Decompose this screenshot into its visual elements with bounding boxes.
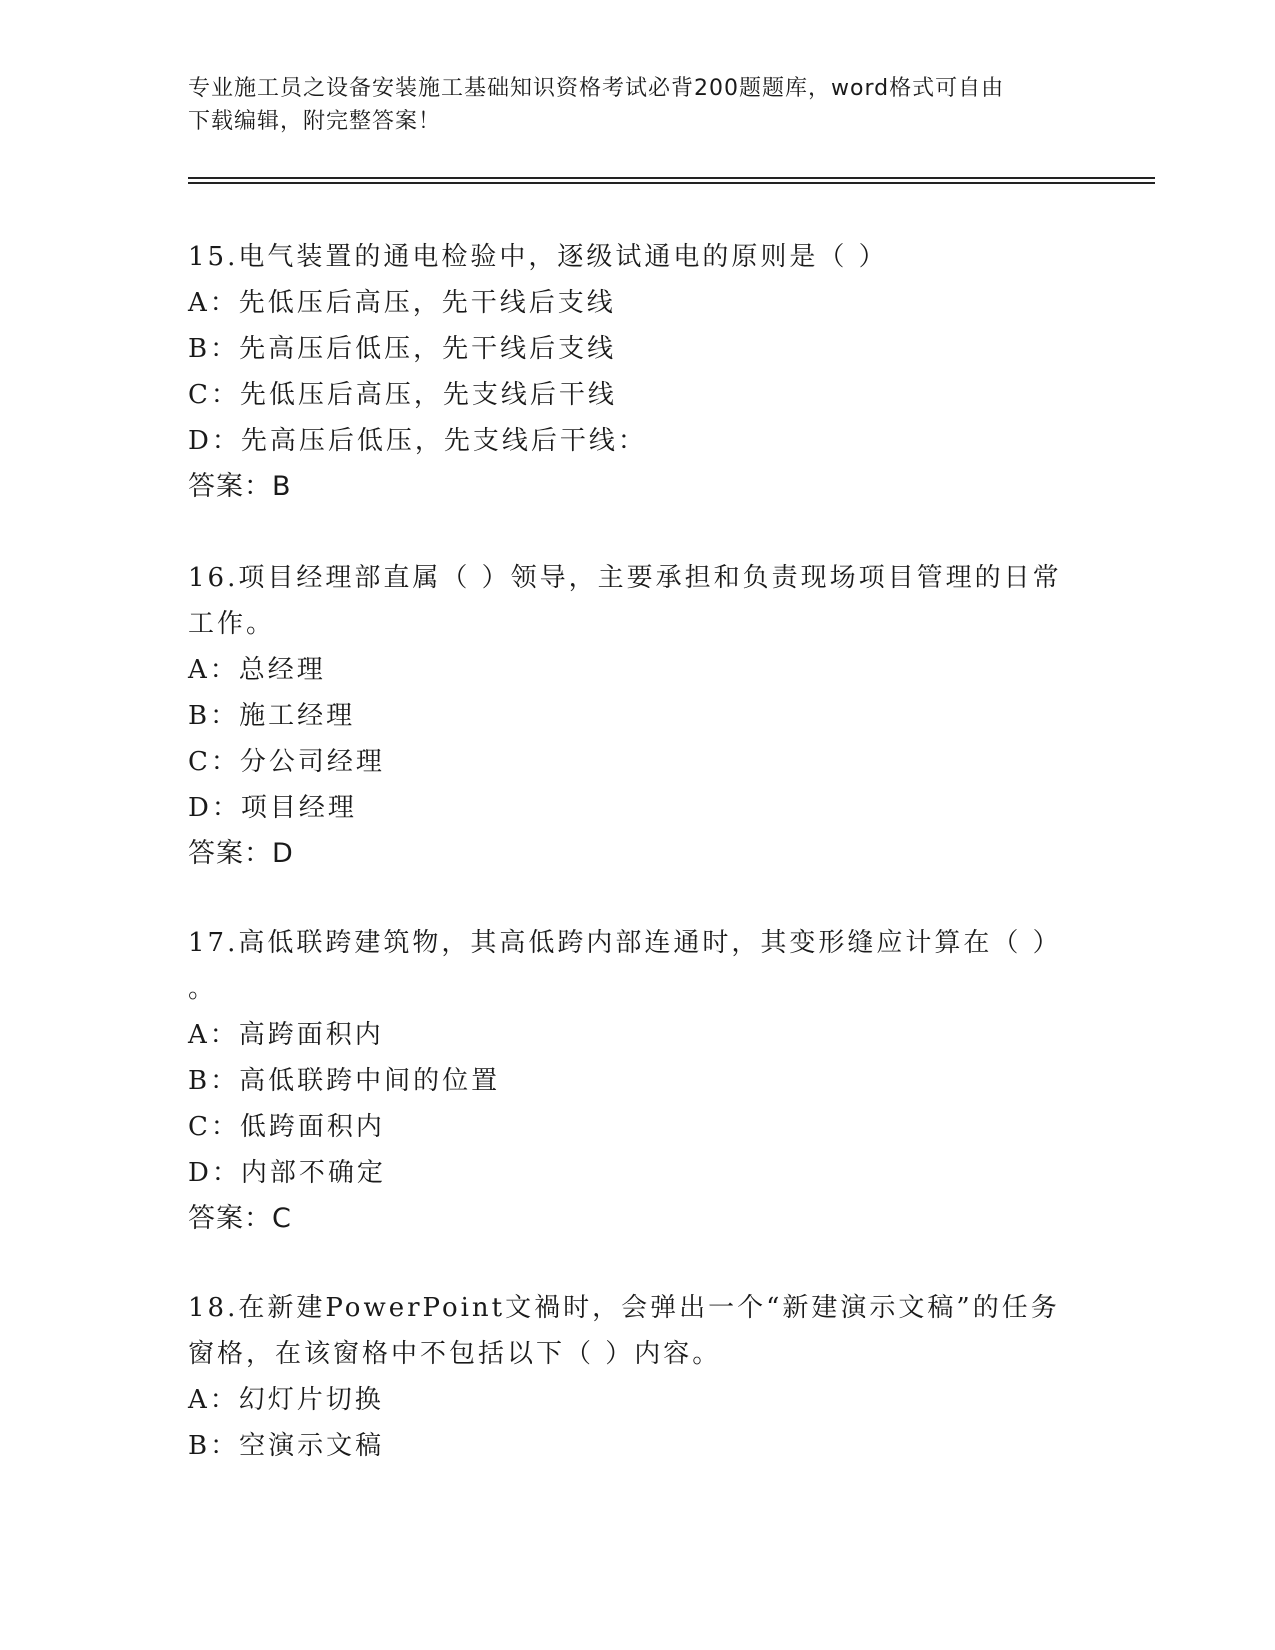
option-d: D：内部不确定 xyxy=(188,1158,386,1188)
document-header xyxy=(188,72,1068,138)
header-divider-bottom xyxy=(188,182,1155,184)
option-b: B：施工经理 xyxy=(188,701,356,731)
option-a: A：高跨面积内 xyxy=(188,1020,384,1050)
question-stem-continued: 。 xyxy=(188,974,218,1004)
question-16 xyxy=(188,555,1068,877)
option-a: A：幻灯片切换 xyxy=(188,1385,384,1415)
question-stem: 17.高低联跨建筑物，其高低跨内部连通时，其变形缝应计算在（ ） xyxy=(188,928,1062,958)
option-b: B：空演示文稿 xyxy=(188,1431,385,1461)
answer-label: 答案：D xyxy=(188,838,294,869)
option-a: A：总经理 xyxy=(188,655,326,685)
option-a: A：先低压后高压，先干线后支线 xyxy=(188,288,616,318)
question-15 xyxy=(188,234,1068,510)
question-17 xyxy=(188,920,1068,1242)
option-d: D：先高压后低压，先支线后干线： xyxy=(188,426,647,456)
option-b: B：先高压后低压，先干线后支线 xyxy=(188,334,617,364)
option-c: C：低跨面积内 xyxy=(188,1112,385,1142)
option-c: C：先低压后高压，先支线后干线 xyxy=(188,380,617,410)
header-line-2: 下载编辑，附完整答案！ xyxy=(188,109,442,134)
question-stem-continued: 窗格，在该窗格中不包括以下（ ）内容。 xyxy=(188,1339,722,1369)
question-18 xyxy=(188,1285,1068,1469)
answer-label: 答案：C xyxy=(188,1203,292,1234)
header-divider-top xyxy=(188,177,1155,179)
option-b: B：高低联跨中间的位置 xyxy=(188,1066,501,1096)
question-stem: 18.在新建PowerPoint文禍时，会弹出一个“新建演示文稿”的任务 xyxy=(188,1293,1060,1323)
header-line-1: 专业施工员之设备安装施工基础知识资格考试必背200题题库，word格式可自由 xyxy=(188,76,1005,101)
answer-label: 答案：B xyxy=(188,471,292,502)
question-stem: 15.电气装置的通电检验中，逐级试通电的原则是（ ） xyxy=(188,242,888,272)
option-c: C：分公司经理 xyxy=(188,747,385,777)
question-stem-continued: 工作。 xyxy=(188,609,276,639)
question-stem: 16.项目经理部直属（ ）领导，主要承担和负责现场项目管理的日常 xyxy=(188,563,1062,593)
option-d: D：项目经理 xyxy=(188,793,357,823)
